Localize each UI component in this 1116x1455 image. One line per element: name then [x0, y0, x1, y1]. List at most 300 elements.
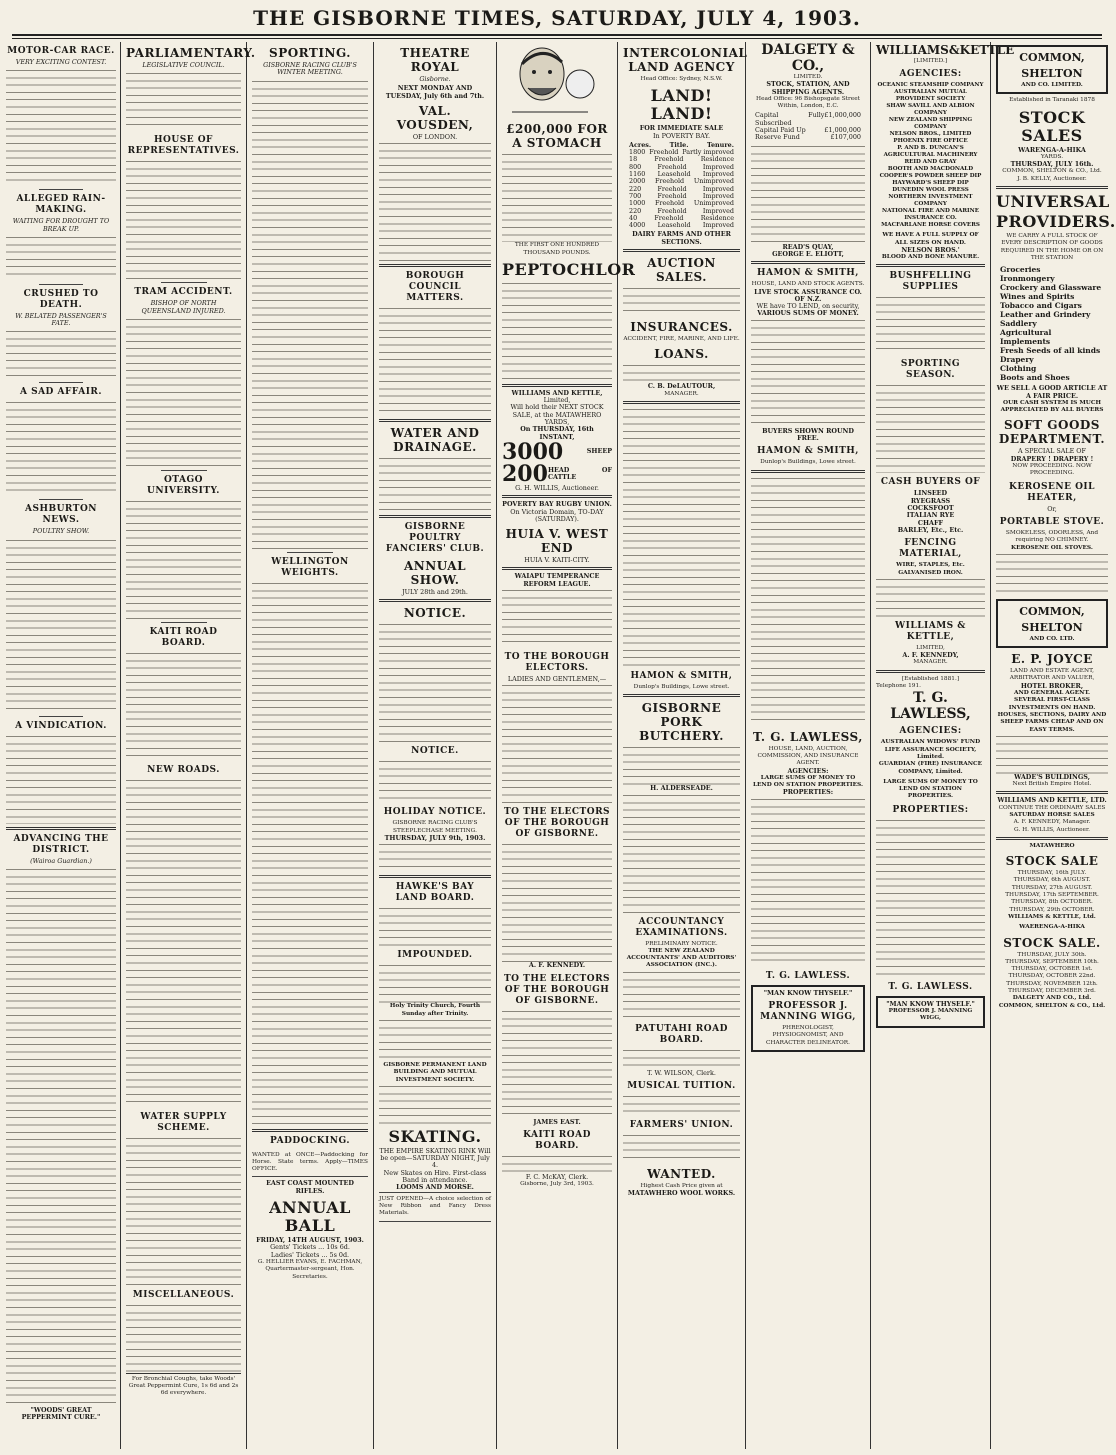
agency-item: NATIONAL FIRE AND MARINE INSURANCE CO. [881, 208, 979, 222]
land-table-row-cell: Leasehold [657, 170, 691, 179]
headline-motor-car-race: MOTOR-CAR RACE. [7, 46, 115, 56]
notices-body [623, 793, 740, 913]
headline-crushed: CRUSHED TO DEATH. [23, 288, 99, 310]
man-know-thyself [751, 985, 865, 1052]
headline-wellington-weights: WELLINGTON WEIGHTS. [271, 556, 349, 578]
agency-item: BOOTH AND MACDONALD [887, 166, 974, 173]
dalgety-office: Head Office: 96 Bishopsgate Street Within, London, E.C. [756, 95, 860, 110]
sheep-label: SHEEP [586, 447, 612, 456]
land-table-row-cell: 2000 [629, 177, 646, 186]
land-table-row-cell: Unimproved [693, 177, 734, 186]
sale-date-item: THURSDAY, 16th JULY. [1017, 870, 1087, 877]
headline-paddocking: PADDOCKING. [270, 1135, 350, 1146]
ball-date: FRIDAY, 14TH AUGUST, 1903. [256, 1236, 364, 1245]
kaiti-date: Gisborne, July 3rd, 1903. [520, 1181, 594, 1188]
lawless-sign: T. G. LAWLESS. [888, 981, 973, 992]
kerosene-heater: KEROSENE OIL HEATER, [1009, 481, 1095, 503]
goods-item: Clothing [1000, 364, 1037, 374]
matawhero-works: MATAWHERO WOOL WORKS. [627, 1189, 736, 1198]
separator [39, 499, 83, 500]
weights-list [252, 581, 368, 1126]
bushfelling-body [876, 295, 985, 355]
wanted-title: WANTED. [647, 1167, 716, 1182]
kerosene-or: Or, [1047, 504, 1057, 513]
sheep-row [502, 438, 612, 465]
wanted-price: Highest Cash Price given at [640, 1183, 723, 1190]
article-body [6, 734, 116, 824]
stomach-headline: £200,000 FOR A STOMACH [506, 122, 608, 151]
cash-buyers: CASH BUYERS OF [880, 477, 981, 488]
theatre-body [379, 141, 491, 261]
matawhero: MATAWHERO [1029, 842, 1075, 849]
article-body [502, 152, 612, 242]
insurances-sub: ACCIDENT, FIRE, MARINE, AND LIFE. [623, 336, 740, 343]
ladies-greeting: LADIES AND GENTLEMEN,— [507, 675, 607, 684]
insurances-title: INSURANCES. [630, 320, 733, 335]
kelly: J. B. KELLY, Auctioneer. [1017, 175, 1087, 182]
established: Established in Taranaki 1878 [1009, 97, 1095, 104]
land-where: In POVERTY BAY. [652, 131, 711, 140]
subhead: W. BELATED PASSENGER'S FATE. [15, 311, 107, 328]
wk2-title: WILLIAMS & KETTLE, [895, 620, 966, 642]
established: [Established 1881.] [901, 675, 960, 682]
land-table-row-cell: Freehold [655, 177, 685, 186]
goods-item: Tobacco and Cigars [1000, 301, 1082, 311]
land-title: LAND! LAND! [650, 86, 713, 124]
temperance-body [502, 588, 612, 648]
goods-item: Leather and Grindery [1000, 310, 1091, 320]
land-table-row-cell: Residence [700, 213, 734, 222]
joyce-sub: LAND AND ESTATE AGENT, ARBITRATOR AND VALUER, [1009, 668, 1095, 682]
agency-item: SHAW SAVILL AND ALBION COMPANY [886, 103, 975, 117]
auction-sales: AUCTION SALES. [647, 256, 716, 285]
subhead: (Wairoa Guardian.) [30, 856, 92, 865]
lawless-properties: PROPERTIES: [782, 788, 834, 797]
electors-body [502, 842, 612, 962]
wk3: WILLIAMS AND KETTLE, LTD. [997, 796, 1107, 805]
loans-title: LOANS. [654, 347, 709, 362]
land-table-row-cell: Title. [669, 140, 689, 149]
land-table-row-cell: Unimproved [693, 199, 734, 208]
church-notice: Holy Trinity Church, Fourth Sunday after Trinity. [389, 1003, 481, 1017]
lawless-agency: AUSTRALIAN WIDOWS' FUND LIFE ASSURANCE SOCIETY, Limited. [880, 739, 981, 760]
separator [39, 284, 83, 285]
column-rule [870, 42, 871, 1449]
lend-sums: VARIOUS SUMS OF MONEY. [757, 309, 859, 318]
goods-item: Agricultural Implements [1000, 328, 1052, 347]
poultry-dates: JULY 28th and 29th. [402, 588, 468, 597]
separator [39, 382, 83, 383]
capital-row-cell: £1,000,000 [824, 111, 861, 120]
theatre-bill: OF LONDON. [412, 132, 458, 141]
goods-item: Groceries [1000, 265, 1041, 275]
cash-item: COCKSFOOT [907, 504, 954, 513]
column-7 [751, 42, 865, 1449]
agency-item: NEW ZEALAND SHIPPING COMPANY [888, 117, 973, 131]
goods-item: Saddlery [1000, 319, 1037, 329]
intercolonial-sub: Head Office: Sydney, N.S.W. [640, 76, 723, 82]
man-title: "MAN KNOW THYSELF." [763, 988, 853, 997]
capital-row-cell: £107,000 [830, 133, 861, 142]
portable-stove: PORTABLE STOVE. [999, 516, 1105, 527]
headline-kaiti-road-board: KAITI ROAD BOARD. [149, 626, 218, 648]
impounded-title: IMPOUNDED. [397, 950, 473, 961]
land-table-row-cell: Improved [702, 170, 734, 179]
electors-body [502, 1009, 612, 1119]
agency-item: HAYWARD'S SHEEP DIP [892, 180, 969, 187]
land-table-row-cell: 40 [629, 213, 638, 222]
providers: PROVIDERS. [996, 212, 1116, 232]
article-body [6, 235, 116, 281]
fencing-material: FENCING MATERIAL, [899, 538, 962, 560]
land-table-row-cell: 800 [629, 162, 642, 171]
article-body [126, 651, 241, 761]
electors-title-2: TO THE ELECTORS OF THE BOROUGH OF GISBORNE. [503, 807, 611, 840]
separator [623, 401, 740, 404]
headline-ashburton: ASHBURTON NEWS. [24, 504, 98, 526]
headline-sporting: SPORTING. [269, 46, 351, 60]
skating-music: New Skates on Hire. First-class Band in attendance. [383, 1168, 487, 1185]
electors-title: TO THE BOROUGH ELECTORS. [504, 652, 610, 674]
cash-item: RYEGRASS [910, 496, 951, 505]
buyers-free: BUYERS SHOWN ROUND FREE. [762, 426, 854, 443]
dates2-list [996, 952, 1108, 996]
wk4: WILLIAMS & KETTLE, Ltd. [1008, 913, 1096, 920]
capital-table [755, 112, 861, 141]
separator [876, 670, 985, 673]
common2-sub: AND CO. LTD. [1029, 635, 1075, 642]
common3-sign: COMMON, SHELTON & CO., Ltd. [998, 1002, 1106, 1009]
land-table-row-cell: Tenure. [706, 140, 734, 149]
livestock-assurance: LIVE STOCK ASSURANCE CO. OF N.Z. [754, 287, 862, 303]
eliott-sign: GEORGE E. ELIOTT, [772, 249, 844, 258]
holiday-notice: HOLIDAY NOTICE. [383, 807, 487, 818]
article-body [126, 499, 241, 619]
goods-item: Boots and Shoes [1000, 373, 1070, 383]
wanted-ad: WANTED at ONCE—Paddocking for Horse. State terms. Apply—TIMES OFFICE. [252, 1149, 368, 1178]
lawless-sign: T. G. LAWLESS. [765, 970, 851, 981]
wk-title: WILLIAMS AND KETTLE, [511, 388, 603, 397]
rugby-title: POVERTY BAY RUGBY UNION. [502, 500, 612, 509]
electors-title-3: TO THE ELECTORS OF THE BOROUGH OF GISBORNE. [503, 973, 611, 1006]
land-table-row-cell: Improved [702, 221, 734, 230]
wk2-sub: LIMITED, [916, 644, 945, 651]
stock-sales: STOCK SALES [1018, 107, 1086, 145]
separator [623, 249, 740, 252]
lawless-properties: PROPERTIES: [892, 804, 969, 815]
dates-list [996, 870, 1108, 914]
separator [996, 791, 1108, 794]
cash-item: ITALIAN RYE [906, 511, 955, 520]
column-rule [246, 42, 247, 1449]
continue-sales: CONTINUE THE ORDINARY SALES [998, 804, 1106, 811]
cattle-count: 200 [502, 460, 548, 487]
rifles-title: EAST COAST MOUNTED RIFLES. [266, 1179, 354, 1195]
article-body [6, 68, 116, 186]
agencies-list [876, 82, 985, 229]
land-table-row-cell: Freehold [654, 155, 684, 164]
patutahi-title: PATUTAHI ROAD BOARD. [635, 1023, 728, 1045]
lawless-agencies: AGENCIES: [787, 766, 829, 775]
dalgety-body [751, 144, 865, 244]
saturday-sales: SATURDAY HORSE SALES [1009, 811, 1095, 818]
separator [161, 622, 207, 623]
ball-fee: Gents' Tickets ... 10s 6d. [270, 1243, 350, 1252]
sporting-body [876, 383, 985, 473]
hamon-smith-3-sub: Dunlop's Buildings, Lowe street. [760, 459, 856, 466]
telephone: Telephone 191. [876, 683, 921, 690]
article-body [6, 329, 116, 379]
separator [996, 837, 1108, 840]
headline-tram-accident: TRAM ACCIDENT. [134, 287, 233, 298]
agency-item: AUSTRALIAN MUTUAL PROVIDENT SOCIETY [894, 89, 967, 103]
agency-item: P. AND B. DUNCAN'S AGRICULTURAL MACHINERY [883, 145, 978, 159]
accountancy-title: ACCOUNTANCY EXAMINATIONS. [635, 916, 728, 938]
headline-parliamentary: PARLIAMENTARY. [126, 46, 256, 60]
wigg-title: PROFESSOR J. MANNING WIGG, [760, 1001, 856, 1023]
cattle-row [502, 460, 612, 487]
subhead: BISHOP OF NORTH QUEENSLAND INJURED. [141, 299, 226, 315]
separator [502, 495, 612, 498]
column-4 [379, 42, 491, 1449]
capital-row-cell: Reserve Fund [755, 133, 800, 142]
separator [6, 827, 116, 830]
accountancy-body: THE NEW ZEALAND ACCOUNTANTS' AND AUDITORS' ASSOCIATION (INC.). [626, 947, 737, 969]
bushfelling: BUSHFELLING SUPPLIES [889, 271, 972, 293]
agency-item: OCEANIC STEAMSHIP COMPANY [877, 82, 984, 89]
lawless-title: T. G. LAWLESS, [890, 690, 971, 723]
separator [161, 282, 207, 283]
galvanised-iron: GALVANISED IRON. [898, 569, 963, 576]
kaiti-sign: F. C. McKAY, Clerk. [525, 1172, 589, 1181]
sale-date-item: THURSDAY, OCTOBER 22nd. [1008, 973, 1096, 980]
kerosene-stoves: KEROSENE OIL STOVES. [1011, 544, 1093, 551]
accountancy-sub: PRELIMINARY NOTICE. [645, 940, 718, 947]
dalgety-line: STOCK, STATION, AND SHIPPING AGENTS. [766, 80, 850, 96]
common2-title: COMMON, SHELTON [1019, 604, 1085, 634]
wk-title: WILLIAMS&KETTLE [876, 43, 1015, 57]
article-body [6, 867, 116, 1407]
patutahi-body [623, 1048, 740, 1070]
land-table-row-cell: Freehold [657, 162, 687, 171]
accountancy-text [623, 970, 740, 1020]
wigg-title: PROFESSOR J. MANNING WIGG, [888, 1008, 973, 1022]
lawless-cash: LARGE SUMS OF MONEY TO LEND ON STATION PROPERTIES. [752, 774, 864, 789]
separator [161, 470, 207, 471]
column-8 [876, 42, 1015, 1449]
theatre-sub: Gisborne. [419, 75, 451, 83]
separator [379, 515, 491, 518]
notice-title: NOTICE. [403, 606, 467, 621]
sale-date-item: THURSDAY, SEPTEMBER 10th. [1005, 958, 1099, 965]
masthead: THE GISBORNE TIMES, SATURDAY, JULY 4, 1903. [253, 6, 861, 30]
hamon-smith-2-sub: HOUSE, LAND AND STOCK AGENTS. [751, 281, 865, 288]
land-table-row-cell: Freehold [657, 191, 687, 200]
separator [996, 186, 1108, 189]
dalgety-sign: DALGETY AND CO., Ltd. [1012, 995, 1092, 1002]
ball-fee: Ladies' Tickets ... 5s 0d. [270, 1250, 350, 1259]
steeplechase-date: THURSDAY, JULY 9th, 1903. [384, 834, 486, 843]
land-table-row-cell: 4000 [629, 221, 646, 230]
building-society: GISBORNE PERMANENT LAND BUILDING AND MUTUAL INVESTMENT SOCIETY. [383, 1061, 487, 1083]
drapery: DRAPERY ! DRAPERY ! [1010, 454, 1094, 463]
column-rule [120, 42, 121, 1449]
skating-sign: LOOMS AND MORSE. [396, 1183, 474, 1192]
lawless-sub: HOUSE, LAND, AUCTION, COMMISSION, AND INSURANCE AGENT. [757, 745, 859, 767]
theatre-star: VAL. VOUSDEN, [396, 103, 474, 132]
wades: WADE'S BUILDINGS, [1014, 772, 1090, 781]
masthead-rule-thin [12, 38, 1102, 39]
subhead: WAITING FOR DROUGHT TO BREAK UP. [12, 217, 110, 233]
hawkes-body [379, 906, 491, 946]
land-table [629, 142, 734, 230]
land-table-row-cell: Residence [700, 155, 734, 164]
headline-new-roads: NEW ROADS. [147, 764, 220, 775]
article-body [126, 317, 241, 467]
properties-body [751, 797, 865, 967]
sporting-season: SPORTING SEASON. [900, 359, 961, 381]
column-2 [126, 42, 256, 1449]
wk-sub: Limited, [543, 396, 571, 405]
land-table-row-cell: 700 [629, 191, 642, 200]
land-table-row-cell: Freehold [657, 206, 687, 215]
stock-sale-2: STOCK SALE [1005, 854, 1099, 869]
headline-vindication: A VINDICATION. [15, 720, 107, 731]
warenga-sub: YARDS. [1040, 153, 1064, 160]
poultry-title: GISBORNE POULTRY FANCIERS' CLUB. [385, 522, 485, 555]
article-body [126, 1303, 241, 1373]
subhead: VERY EXCITING CONTEST. [15, 58, 107, 66]
skating-sub: THE EMPIRE SKATING RINK Will be open—SATURDAY NIGHT, July 4. [379, 1146, 491, 1170]
smokeless: SMOKELESS, ODORLESS, And requiring NO CHIMNEY. [1005, 529, 1099, 544]
ball-signed: G. HELLIER EVANS, E. FACHMAN, Quartermaster-sergeant, Hon. Secretaries. [257, 1258, 363, 1280]
separator [39, 189, 83, 190]
hamon-body [751, 318, 865, 428]
annual-ball-title: ANNUAL BALL [269, 1198, 351, 1236]
hotel-broker: HOTEL BROKER, [1020, 681, 1084, 690]
farmers-union: FARMERS' UNION. [629, 1120, 734, 1131]
cash-item: LINSEED [913, 489, 948, 498]
investments: SEVERAL FIRST-CLASS INVESTMENTS ON HAND. [1008, 697, 1096, 711]
church-body [379, 1018, 491, 1062]
sheep-count: 3000 [502, 438, 564, 465]
electors-body [502, 683, 612, 803]
warenga2: WAERENGA-A-HIKA [1019, 924, 1085, 931]
hawkes-bay-title: HAWKE'S BAY LAND BOARD. [395, 882, 475, 904]
stock-sale-3: STOCK SALE. [1003, 935, 1101, 950]
rugby-ground: On Victoria Domain, TO-DAY (SATURDAY). [510, 507, 604, 523]
common-sub: AND CO. LIMITED. [1021, 82, 1083, 88]
lend-line: WE have TO LEND, on security, [756, 302, 860, 311]
capital-row-cell: £1,000,000 [824, 126, 861, 135]
article-body [6, 538, 116, 713]
musical-tuition: MUSICAL TUITION. [627, 1081, 736, 1092]
sale-date-item: THURSDAY, JULY 30th. [1017, 951, 1087, 958]
land-table-row-cell: Improved [702, 191, 734, 200]
capital-row [755, 134, 861, 141]
loans-body [623, 363, 740, 383]
hamon-smith-2: HAMON & SMITH, [757, 268, 859, 279]
pork-body [623, 745, 740, 785]
land-table-row-cell: Partly improved [682, 148, 734, 157]
notice-title: NOTICE. [411, 746, 459, 757]
separator [502, 567, 612, 570]
subhead: POULTRY SHOW. [32, 527, 90, 536]
farmers-body [623, 1133, 740, 1163]
column-9 [996, 42, 1116, 1449]
theatre-title: THEATRE ROYAL [400, 46, 470, 74]
article-body [126, 71, 241, 131]
sale-date-item: THURSDAY, 17th SEPTEMBER. [1005, 892, 1099, 899]
dalgety-title: DALGETY & CO., [761, 42, 855, 74]
sale-date-item: THURSDAY, 29th OCTOBER. [1009, 906, 1095, 913]
subhead: LEGISLATIVE COUNCIL. [142, 61, 225, 69]
separator [379, 599, 491, 602]
capital-row-cell: Capital Paid Up [755, 126, 806, 135]
kennedy-sub: MANAGER. [913, 659, 948, 666]
land-table-row-cell: 1800 [629, 148, 646, 157]
article-body [126, 1136, 241, 1286]
sale-date-item: THURSDAY, DECEMBER 3rd. [1008, 988, 1096, 995]
land-sub: FOR IMMEDIATE SALE [639, 124, 724, 133]
theatre-dates: NEXT MONDAY AND TUESDAY, July 6th and 7th. [385, 84, 485, 100]
agency-item: PHOENIX FIRE OFFICE [893, 138, 968, 145]
fair-price: WE SELL A GOOD ARTICLE AT A FAIR PRICE. [996, 384, 1108, 400]
land-table-row-cell: 18 [629, 155, 638, 164]
column-6 [623, 42, 748, 1449]
special-sale: A SPECIAL SALE OF [1018, 447, 1086, 456]
lawless-money: LARGE SUMS OF MONEY TO LEND ON STATION PROPERTIES. [883, 778, 978, 800]
column-rule [617, 42, 618, 1449]
land-table-row [629, 222, 734, 229]
universal: UNIVERSAL [996, 192, 1110, 212]
dairy-farms: DAIRY FARMS AND OTHER SECTIONS. [632, 230, 731, 246]
cash-system: OUR CASH SYSTEM IS MUCH APPRECIATED BY ALL BUYERS [1000, 399, 1104, 414]
kennedy: A. F. KENNEDY, [902, 651, 959, 660]
wk-supply: WE HAVE A FULL SUPPLY OF ALL SIZES ON HAND. [882, 232, 979, 246]
separator [876, 264, 985, 267]
separator [252, 1129, 368, 1132]
separator [287, 552, 333, 553]
rugby-match: HUIA V. WEST END [505, 527, 609, 556]
column-rule [745, 42, 746, 1449]
separator [751, 261, 865, 264]
land-table-row-cell: Improved [702, 184, 734, 193]
wanted-ads [623, 407, 740, 667]
headline-miscellaneous: MISCELLANEOUS. [132, 1289, 235, 1300]
column-rule [990, 42, 991, 1449]
headline-borough-council: BOROUGH COUNCIL MATTERS. [405, 271, 465, 304]
kaiti-body [502, 1154, 612, 1174]
stock-body: WE CARRY A FULL STOCK OF EVERY DESCRIPTION OF GOODS REQUIRED IN THE HOME OR ON THE STATION [1000, 233, 1104, 261]
sale-date-item: THURSDAY, OCTOBER 1st. [1011, 966, 1093, 973]
council-body [379, 306, 491, 416]
goods-item: Drapery [1000, 355, 1034, 365]
kennedy-sign: A. F. KENNEDY. [528, 961, 586, 970]
pork-sign: H. ALDERSEADE. [650, 784, 713, 793]
racing-list [252, 79, 368, 549]
common-title: COMMON, SHELTON [1019, 51, 1085, 80]
sale-date: THURSDAY, JULY 16th. [1010, 160, 1094, 169]
east-sign: JAMES EAST. [533, 1117, 581, 1126]
agency-item: NELSON BROS., LIMITED [889, 131, 972, 138]
separator [379, 875, 491, 878]
soft-goods: SOFT GOODS DEPARTMENT. [998, 418, 1106, 447]
column-rule [496, 42, 497, 1449]
hamon-smith-3: HAMON & SMITH, [757, 446, 859, 457]
bronchial-ad: For Bronchial Coughs, take Woods' Great Peppermint Cure, 1s 6d and 2s 6d everywhere. [126, 1373, 241, 1398]
fencing-list: WIRE, STAPLES, Etc. [896, 562, 965, 569]
